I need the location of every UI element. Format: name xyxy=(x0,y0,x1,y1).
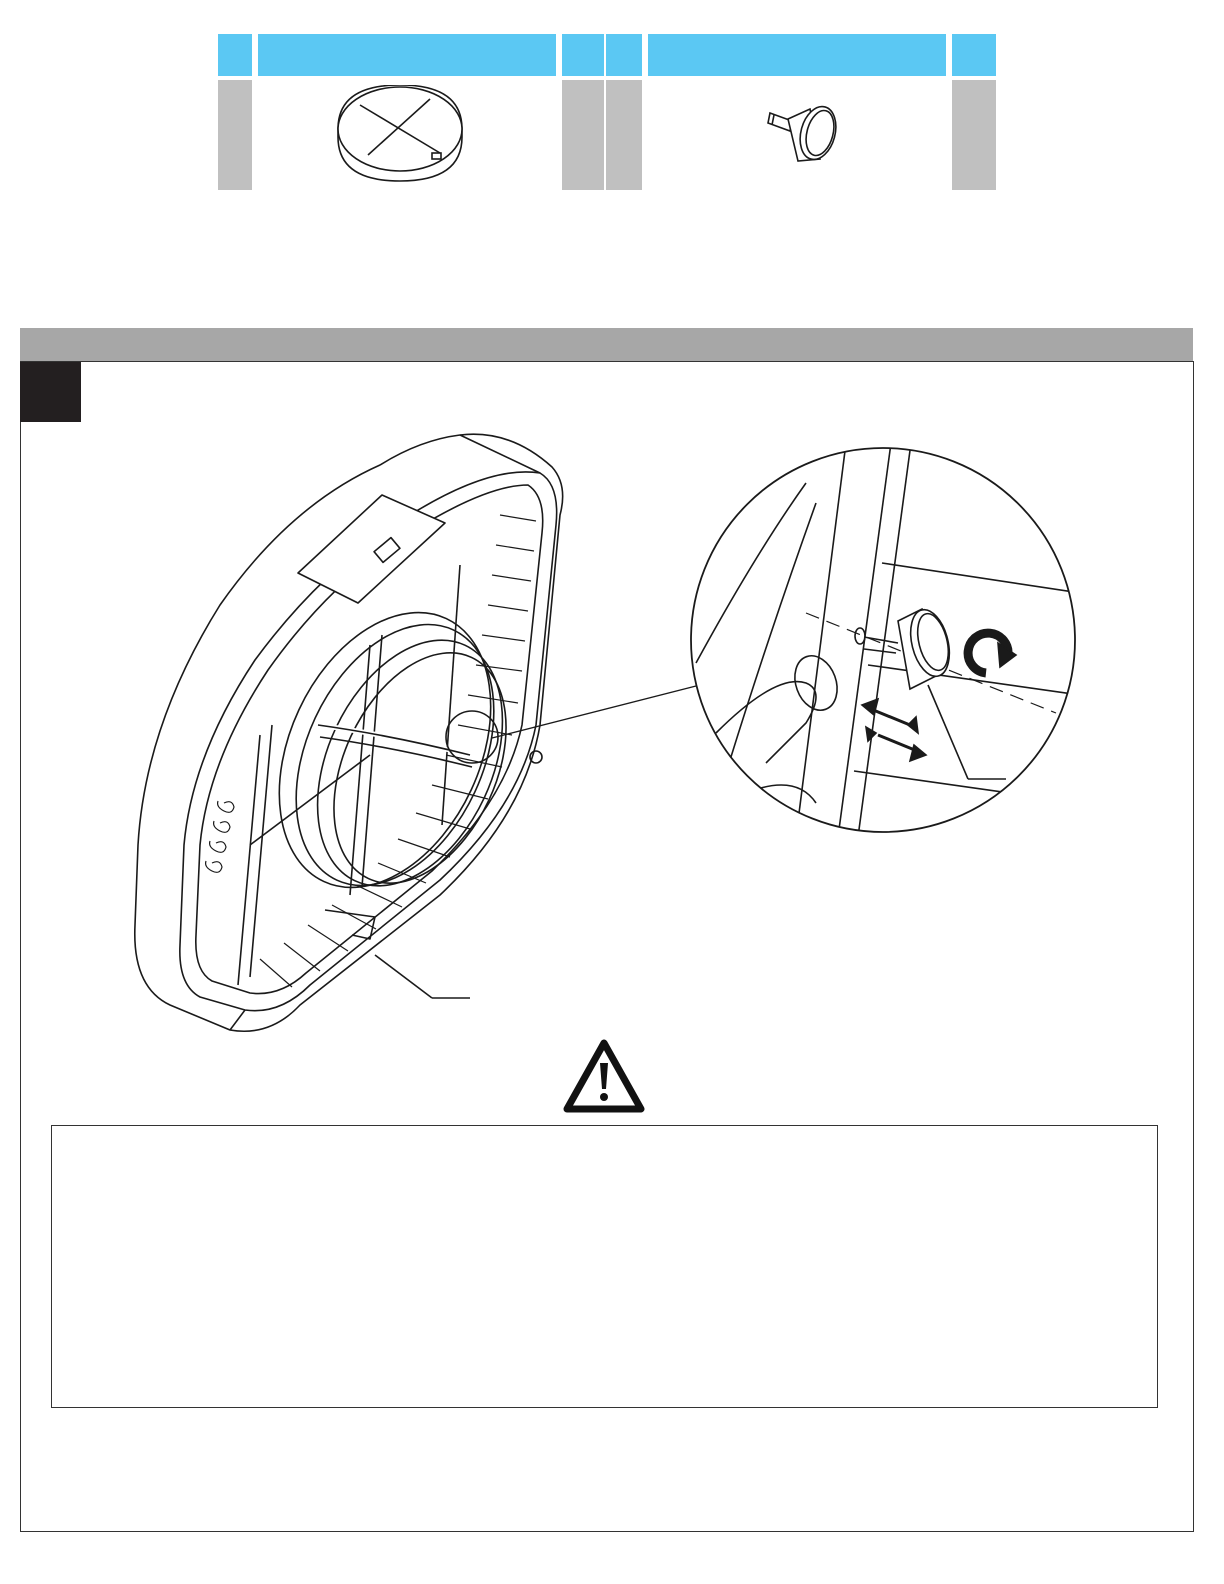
part-2-key-cell xyxy=(606,80,642,190)
warning-text xyxy=(52,1126,1157,1158)
warning-triangle-icon xyxy=(563,1039,645,1113)
warning-box xyxy=(51,1125,1158,1408)
knob-screw-icon xyxy=(760,95,850,175)
part-2-qty-cell xyxy=(952,80,996,190)
part-1-qty-cell xyxy=(562,80,604,190)
part-2-qty-header xyxy=(952,34,996,76)
oval-pad-icon xyxy=(330,85,470,190)
part-1-key-header xyxy=(218,34,252,76)
part-2-key-header xyxy=(606,34,642,76)
parts-table xyxy=(0,0,1224,200)
detail-zoom-illustration xyxy=(686,443,1080,837)
part-1-key-cell xyxy=(218,80,252,190)
zoom-connector-line xyxy=(490,680,700,750)
part-1-qty-header xyxy=(562,34,604,76)
step-number-badge xyxy=(20,362,81,422)
part-2-name-header xyxy=(648,34,946,76)
part-1-name-header xyxy=(258,34,556,76)
step-header-bar xyxy=(20,328,1193,362)
